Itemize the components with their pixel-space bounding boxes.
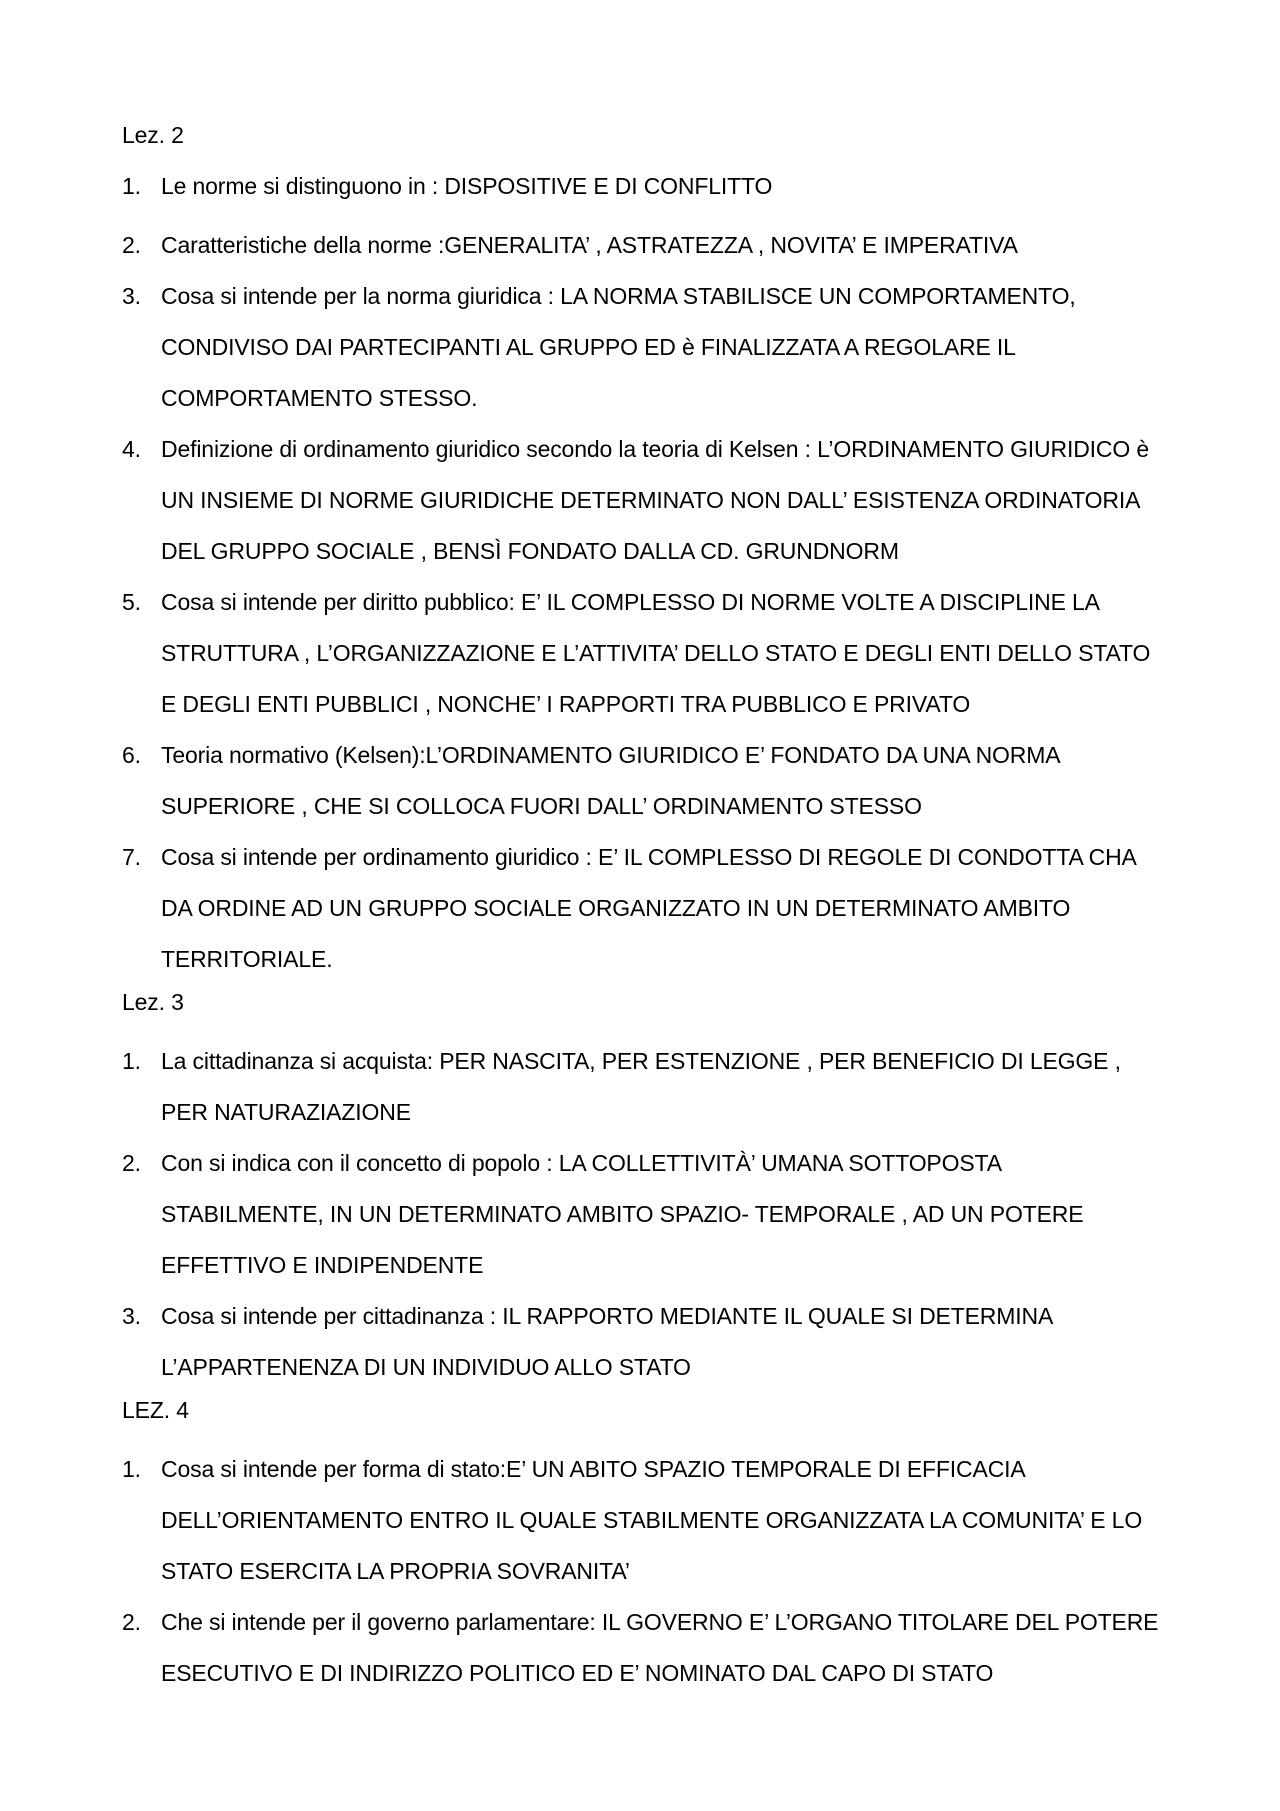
section-lez-3	[122, 985, 1162, 1393]
document-content	[122, 118, 1162, 1699]
list-item	[122, 1291, 1162, 1393]
list-item	[122, 730, 1162, 832]
item-text: Caratteristiche della norme :GENERALITA’ , ASTRATEZZA , NOVITA’ E IMPERATIVA	[161, 232, 1018, 258]
item-number: 2.	[122, 1150, 141, 1176]
list-item	[122, 832, 1162, 985]
item-text: Cosa si intende per forma di stato:E’ UN ABITO SPAZIO TEMPORALE DI EFFICACIA DELL’ORIENTAMENTO ENTRO IL QUALE STABILMENTE ORGANIZZATA LA COMUNITA’ E LO STATO ESERCITA LA PROPRIA SOVRANITA’	[161, 1456, 1143, 1584]
item-number: 7.	[122, 844, 141, 870]
section-lez-2	[122, 118, 1162, 985]
list-item	[122, 424, 1162, 577]
section-heading: Lez. 2	[122, 122, 184, 148]
list-item	[122, 1036, 1162, 1138]
list-item	[122, 1444, 1162, 1597]
section-heading: Lez. 3	[122, 989, 184, 1015]
list-item	[122, 1138, 1162, 1291]
question-list	[122, 1444, 1162, 1699]
item-number: 4.	[122, 436, 141, 462]
question-list	[122, 1036, 1162, 1393]
list-item	[122, 220, 1162, 271]
item-number: 2.	[122, 232, 141, 258]
list-item	[122, 271, 1162, 424]
section-lez-4	[122, 1393, 1162, 1699]
item-text: Cosa si intende per ordinamento giuridico : E’ IL COMPLESSO DI REGOLE DI CONDOTTA CHA DA ORDINE AD UN GRUPPO SOCIALE ORGANIZZATO IN UN DETERMINATO AMBITO TERRITORIALE.	[161, 844, 1136, 972]
item-text: Con si indica con il concetto di popolo : LA COLLETTIVITÀ’ UMANA SOTTOPOSTA STABILMENTE, IN UN DETERMINATO AMBITO SPAZIO- TEMPORALE , AD UN POTERE EFFETTIVO E INDIPENDENTE	[161, 1150, 1084, 1278]
item-text: Definizione di ordinamento giuridico secondo la teoria di Kelsen : L’ORDINAMENTO GIURIDICO è UN INSIEME DI NORME GIURIDICHE DETERMINATO NON DALL’ ESISTENZA ORDINATORIA DEL GRUPPO SOCIALE , BENSÌ FONDATO DALLA CD. GRUNDNORM	[161, 436, 1149, 564]
item-text: La cittadinanza si acquista: PER NASCITA, PER ESTENZIONE , PER BENEFICIO DI LEGGE , PER NATURAZIAZIONE	[161, 1048, 1121, 1125]
list-item	[122, 1597, 1162, 1699]
item-text: Cosa si intende per la norma giuridica : LA NORMA STABILISCE UN COMPORTAMENTO, CONDIVISO DAI PARTECIPANTI AL GRUPPO ED è FINALIZZATA A REGOLARE IL COMPORTAMENTO STESSO.	[161, 283, 1076, 411]
item-number: 2.	[122, 1609, 141, 1635]
item-number: 3.	[122, 283, 141, 309]
list-item	[122, 169, 1162, 203]
item-number: 5.	[122, 589, 141, 615]
item-text: Che si intende per il governo parlamentare: IL GOVERNO E’ L’ORGANO TITOLARE DEL POTERE ESECUTIVO E DI INDIRIZZO POLITICO ED E’ NOMINATO DAL CAPO DI STATO	[161, 1609, 1159, 1686]
item-text: Cosa si intende per cittadinanza : IL RAPPORTO MEDIANTE IL QUALE SI DETERMINA L’APPARTENENZA DI UN INDIVIDUO ALLO STATO	[161, 1303, 1052, 1380]
section-heading: LEZ. 4	[122, 1397, 189, 1423]
item-number: 1.	[122, 1456, 141, 1482]
item-text: Le norme si distinguono in : DISPOSITIVE E DI CONFLITTO	[161, 173, 773, 199]
item-number: 3.	[122, 1303, 141, 1329]
item-text: Teoria normativo (Kelsen):L’ORDINAMENTO GIURIDICO E’ FONDATO DA UNA NORMA SUPERIORE , CHE SI COLLOCA FUORI DALL’ ORDINAMENTO STESSO	[161, 742, 1060, 819]
item-text: Cosa si intende per diritto pubblico: E’ IL COMPLESSO DI NORME VOLTE A DISCIPLINE LA STRUTTURA , L’ORGANIZZAZIONE E L’ATTIVITA’ DELLO STATO E DEGLI ENTI DELLO STATO E DEGLI ENTI PUBBLICI , NONCHE’ I RAPPORTI TRA PUBBLICO E PRIVATO	[161, 589, 1151, 717]
item-number: 6.	[122, 742, 141, 768]
list-item	[122, 577, 1162, 730]
question-list	[122, 169, 1162, 985]
item-number: 1.	[122, 173, 141, 199]
item-number: 1.	[122, 1048, 141, 1074]
